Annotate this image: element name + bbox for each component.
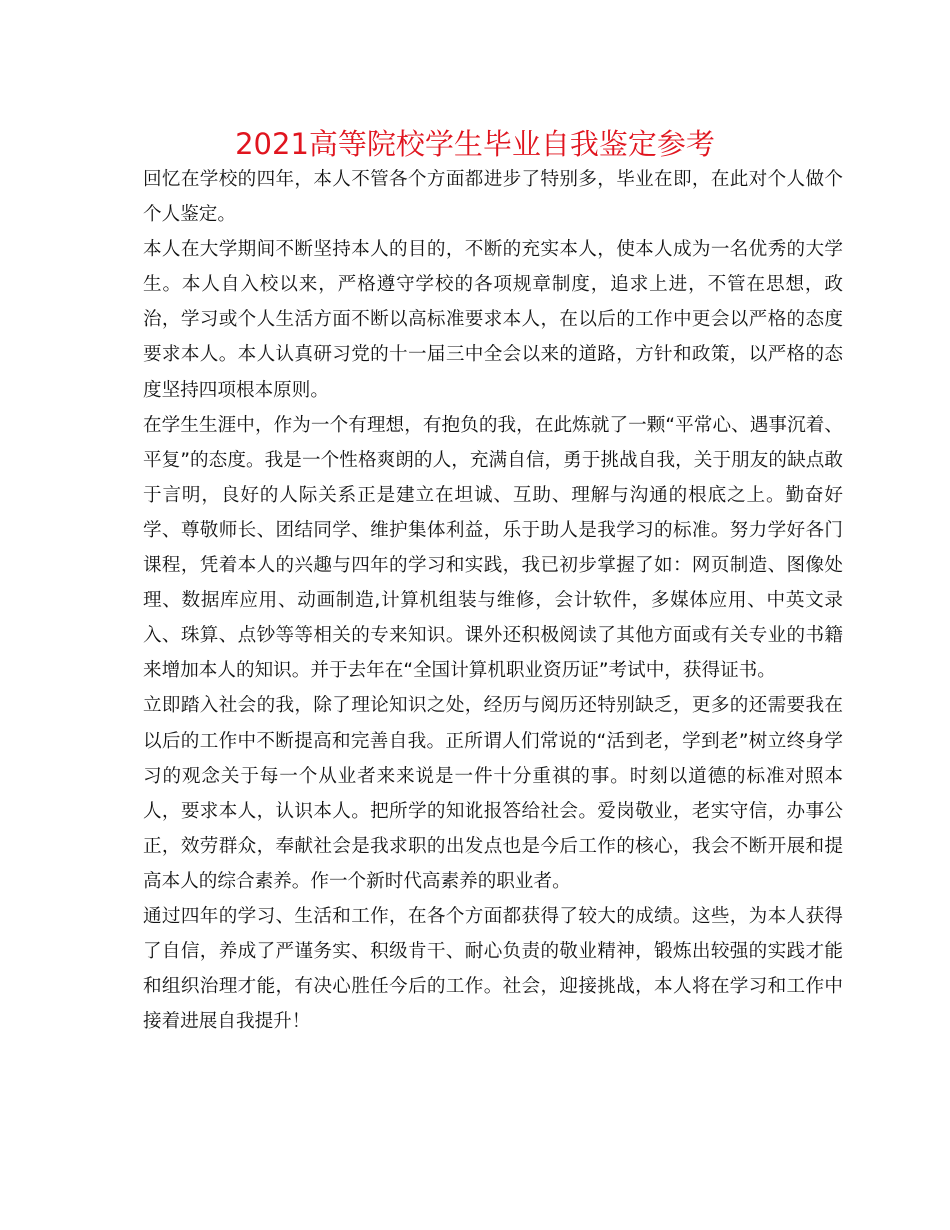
paragraph-2: 本人在大学期间不断坚持本人的目的，不断的充实本人，使本人成为一名优秀的大学生。本人自入校以来，严格遵守学校的各项规章制度，追求上进，不管在思想，政治，学习或个人生活方面不断以高标准要求本人，在以后的工作中更会以严格的态度要求本人。本人认真研习党的十一届三中全会以来的道路，方针和政策，以严格的态度坚持四项根本原则。 — [143, 239, 843, 401]
paragraph-3: 在学生生涯中，作为一个有理想，有抱负的我，在此炼就了一颗“平常心、遇事沉着、平复”的态度。我是一个性格爽朗的人，充满自信，勇于挑战自我，关于朋友的缺点敢于言明，良好的人际关系正是建立在坦诚、互助、理解与沟通的根底之上。勤奋好学、尊敬师长、团结同学、维护集体利益，乐于助人是我学习的标准。努力学好各门课程，凭着本人的兴趣与四年的学习和实践，我已初步掌握了如：网页制造、图像处理、数据库应用、动画制造,计算机组装与维修，会计软件，多媒体应用、中英文录入、珠算、点钞等等相关的专来知识。课外还积极阅读了其他方面或有关专业的书籍来增加本人的知识。并于去年在“全国计算机职业资历证”考试中，获得证书。 — [143, 414, 843, 682]
document-body — [143, 162, 843, 1039]
paragraph-4: 立即踏入社会的我，除了理论知识之处，经历与阅历还特别缺乏，更多的还需要我在以后的工作中不断提高和完善自我。正所谓人们常说的“活到老，学到老”树立终身学习的观念关于每一个从业者来来说是一件十分重祺的事。时刻以道德的标准对照本人，要求本人，认识本人。把所学的知讹报答给社会。爱岗敬业，老实守信，办事公正，效劳群众，奉献社会是我求职的出发点也是今后工作的核心，我会不断开展和提高本人的综合素养。作一个新时代高素养的职业者。 — [143, 695, 843, 892]
paragraph-1: 回忆在学校的四年，本人不管各个方面都进步了特别多，毕业在即，在此对个人做个个人鉴定。 — [143, 169, 843, 226]
document-title: 2021高等院校学生毕业自我鉴定参考 — [235, 127, 715, 161]
paragraph-5: 通过四年的学习、生活和工作，在各个方面都获得了较大的成绩。这些，为本人获得了自信，养成了严谨务实、积级肯干、耐心负责的敬业精神，锻炼出较强的实践才能和组织治理才能，有决心胜任今后的工作。社会，迎接挑战，本人将在学习和工作中接着进展自我提升！ — [143, 905, 843, 1033]
